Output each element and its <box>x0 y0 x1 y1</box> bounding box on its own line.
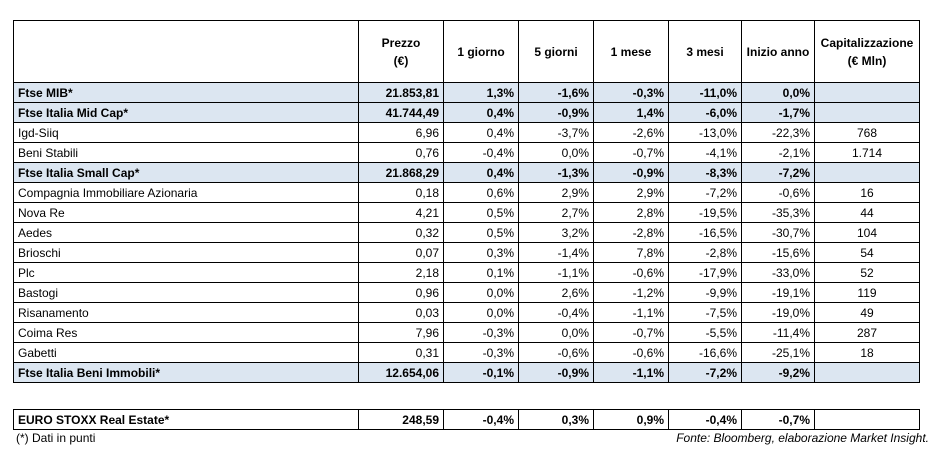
value-cell: 0,0% <box>742 83 815 103</box>
value-cell: 2,6% <box>519 283 594 303</box>
value-cell: -19,5% <box>669 203 742 223</box>
value-cell: -19,1% <box>742 283 815 303</box>
cap-cell <box>815 363 920 383</box>
value-cell: 2,9% <box>594 183 669 203</box>
stock-row <box>14 143 920 163</box>
stock-row <box>14 123 920 143</box>
value-cell: 6,96 <box>359 123 444 143</box>
value-cell: -0,3% <box>444 343 519 363</box>
value-cell: -16,5% <box>669 223 742 243</box>
cap-cell: 119 <box>815 283 920 303</box>
cap-cell: 768 <box>815 123 920 143</box>
value-cell: 2,8% <box>594 203 669 223</box>
row-label: Aedes <box>14 223 359 243</box>
value-cell: -1,3% <box>519 163 594 183</box>
value-cell: -0,6% <box>594 263 669 283</box>
euro-stoxx-table <box>13 409 920 430</box>
value-cell: 21.853,81 <box>359 83 444 103</box>
value-cell: 41.744,49 <box>359 103 444 123</box>
value-cell: -3,7% <box>519 123 594 143</box>
column-header: Prezzo (€) <box>359 21 444 83</box>
value-cell: 1,4% <box>594 103 669 123</box>
value-cell: -0,9% <box>594 163 669 183</box>
cap-cell: 287 <box>815 323 920 343</box>
row-label: Gabetti <box>14 343 359 363</box>
value-cell: -0,6% <box>594 343 669 363</box>
value-cell: 0,3% <box>519 410 594 430</box>
column-header: 1 mese <box>594 21 669 83</box>
value-cell: 2,18 <box>359 263 444 283</box>
value-cell: -0,7% <box>594 143 669 163</box>
value-cell: 0,0% <box>444 303 519 323</box>
index-row <box>14 163 920 183</box>
value-cell: 12.654,06 <box>359 363 444 383</box>
value-cell: -6,0% <box>669 103 742 123</box>
value-cell: -19,0% <box>742 303 815 323</box>
value-cell: -17,9% <box>669 263 742 283</box>
performance-table <box>13 20 920 383</box>
cap-cell <box>815 103 920 123</box>
cap-cell: 18 <box>815 343 920 363</box>
value-cell: -7,2% <box>742 163 815 183</box>
row-label: Ftse Italia Beni Immobili* <box>14 363 359 383</box>
value-cell: 1,3% <box>444 83 519 103</box>
stock-row <box>14 223 920 243</box>
value-cell: 0,4% <box>444 163 519 183</box>
value-cell: -30,7% <box>742 223 815 243</box>
column-header: Inizio anno <box>742 21 815 83</box>
value-cell: -1,4% <box>519 243 594 263</box>
row-label: Plc <box>14 263 359 283</box>
value-cell: -1,1% <box>519 263 594 283</box>
cap-cell: 1.714 <box>815 143 920 163</box>
value-cell: 0,96 <box>359 283 444 303</box>
value-cell: -1,2% <box>594 283 669 303</box>
value-cell: -0,7% <box>742 410 815 430</box>
value-cell: -0,1% <box>444 363 519 383</box>
cap-cell: 104 <box>815 223 920 243</box>
value-cell: 0,3% <box>444 243 519 263</box>
value-cell: -0,3% <box>444 323 519 343</box>
value-cell: -0,4% <box>519 303 594 323</box>
value-cell: -16,6% <box>669 343 742 363</box>
value-cell: 0,9% <box>594 410 669 430</box>
value-cell: -0,7% <box>594 323 669 343</box>
value-cell: 0,0% <box>444 283 519 303</box>
value-cell: 21.868,29 <box>359 163 444 183</box>
value-cell: -5,5% <box>669 323 742 343</box>
value-cell: 2,7% <box>519 203 594 223</box>
stock-row <box>14 343 920 363</box>
stock-row <box>14 263 920 283</box>
value-cell: -0,4% <box>669 410 742 430</box>
value-cell: 0,1% <box>444 263 519 283</box>
value-cell: -4,1% <box>669 143 742 163</box>
value-cell: -0,6% <box>519 343 594 363</box>
cap-cell: 52 <box>815 263 920 283</box>
stock-row <box>14 283 920 303</box>
cap-cell: 54 <box>815 243 920 263</box>
stock-row <box>14 203 920 223</box>
value-cell: -2,1% <box>742 143 815 163</box>
value-cell: -0,3% <box>594 83 669 103</box>
column-header: 5 giorni <box>519 21 594 83</box>
row-label: Beni Stabili <box>14 143 359 163</box>
row-label: Bastogi <box>14 283 359 303</box>
value-cell: -15,6% <box>742 243 815 263</box>
cap-cell: 16 <box>815 183 920 203</box>
cap-cell <box>815 163 920 183</box>
value-cell: 4,21 <box>359 203 444 223</box>
row-label: Compagnia Immobiliare Azionaria <box>14 183 359 203</box>
value-cell: 7,8% <box>594 243 669 263</box>
row-label: Ftse Italia Mid Cap* <box>14 103 359 123</box>
value-cell: 0,4% <box>444 103 519 123</box>
stock-row <box>14 243 920 263</box>
value-cell: -0,4% <box>444 410 519 430</box>
value-cell: -13,0% <box>669 123 742 143</box>
value-cell: -25,1% <box>742 343 815 363</box>
row-label: Nova Re <box>14 203 359 223</box>
stock-row <box>14 323 920 343</box>
value-cell: -1,6% <box>519 83 594 103</box>
value-cell: 0,07 <box>359 243 444 263</box>
value-cell: -1,1% <box>594 363 669 383</box>
value-cell: -8,3% <box>669 163 742 183</box>
cap-cell <box>815 410 920 430</box>
cap-cell <box>815 83 920 103</box>
value-cell: -0,9% <box>519 103 594 123</box>
value-cell: -0,4% <box>444 143 519 163</box>
value-cell: -11,4% <box>742 323 815 343</box>
index-row <box>14 363 920 383</box>
value-cell: -0,9% <box>519 363 594 383</box>
value-cell: -11,0% <box>669 83 742 103</box>
value-cell: -9,2% <box>742 363 815 383</box>
row-label: EURO STOXX Real Estate* <box>14 410 359 430</box>
value-cell: 0,0% <box>519 323 594 343</box>
value-cell: -1,1% <box>594 303 669 323</box>
column-header: 1 giorno <box>444 21 519 83</box>
value-cell: -2,6% <box>594 123 669 143</box>
row-label: Igd-Siiq <box>14 123 359 143</box>
value-cell: -9,9% <box>669 283 742 303</box>
value-cell: 0,31 <box>359 343 444 363</box>
row-label: Risanamento <box>14 303 359 323</box>
value-cell: -2,8% <box>594 223 669 243</box>
value-cell: 3,2% <box>519 223 594 243</box>
value-cell: 0,6% <box>444 183 519 203</box>
stock-row <box>14 303 920 323</box>
value-cell: -0,6% <box>742 183 815 203</box>
cap-cell: 44 <box>815 203 920 223</box>
value-cell: -7,5% <box>669 303 742 323</box>
value-cell: -1,7% <box>742 103 815 123</box>
value-cell: 7,96 <box>359 323 444 343</box>
value-cell: 0,5% <box>444 223 519 243</box>
cap-cell: 49 <box>815 303 920 323</box>
value-cell: 0,76 <box>359 143 444 163</box>
value-cell: -33,0% <box>742 263 815 283</box>
header-row <box>14 21 920 83</box>
value-cell: -7,2% <box>669 363 742 383</box>
value-cell: 0,5% <box>444 203 519 223</box>
value-cell: 248,59 <box>359 410 444 430</box>
column-header: Capitalizzazione (€ Mln) <box>815 21 920 83</box>
value-cell: 0,18 <box>359 183 444 203</box>
row-label: Ftse Italia Small Cap* <box>14 163 359 183</box>
column-header <box>14 21 359 83</box>
euro-stoxx-row <box>14 410 920 430</box>
index-row <box>14 83 920 103</box>
value-cell: -22,3% <box>742 123 815 143</box>
value-cell: 0,0% <box>519 143 594 163</box>
row-label: Ftse MIB* <box>14 83 359 103</box>
value-cell: 2,9% <box>519 183 594 203</box>
footnote: (*) Dati in punti <box>16 431 96 445</box>
row-label: Brioschi <box>14 243 359 263</box>
value-cell: -7,2% <box>669 183 742 203</box>
value-cell: -2,8% <box>669 243 742 263</box>
index-row <box>14 103 920 123</box>
value-cell: 0,4% <box>444 123 519 143</box>
stock-row <box>14 183 920 203</box>
row-label: Coima Res <box>14 323 359 343</box>
value-cell: 0,32 <box>359 223 444 243</box>
value-cell: -35,3% <box>742 203 815 223</box>
column-header: 3 mesi <box>669 21 742 83</box>
source-note: Fonte: Bloomberg, elaborazione Market Insight. <box>676 431 929 445</box>
value-cell: 0,03 <box>359 303 444 323</box>
